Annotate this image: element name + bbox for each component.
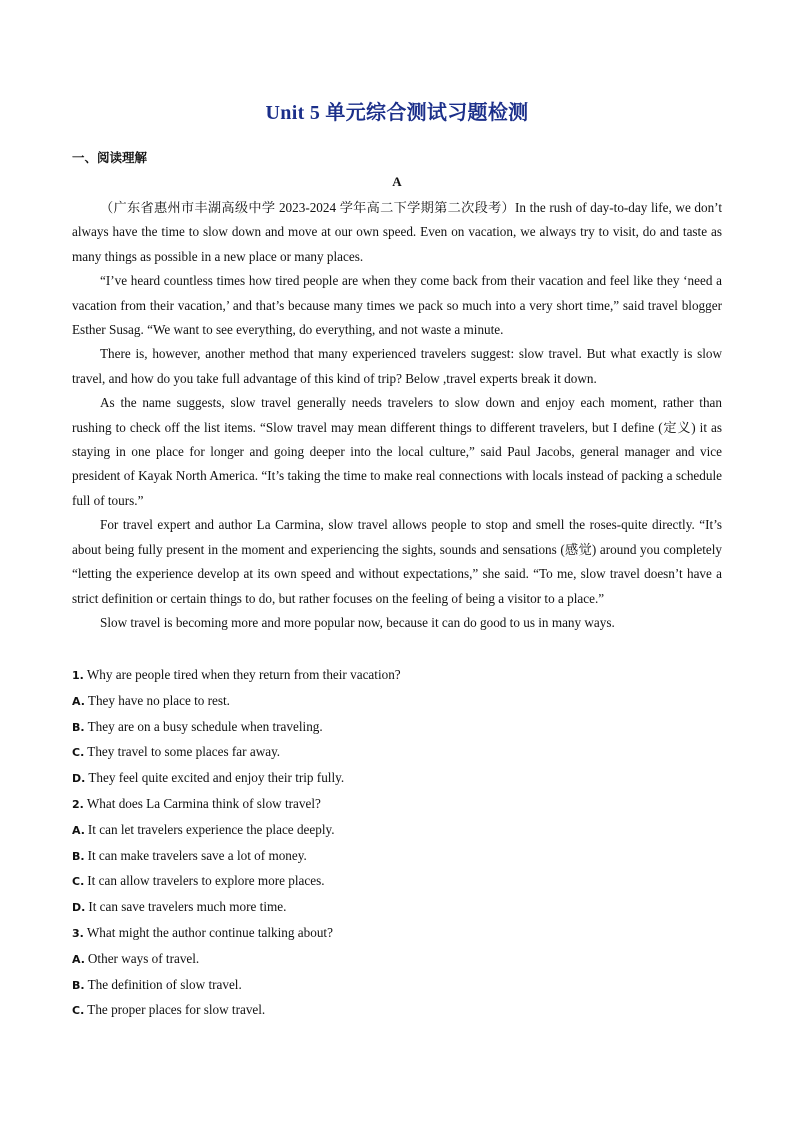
paragraph: There is, however, another method that many experienced travelers suggest: slow travel. But what exactly is slow travel, and how do you take full advantage of this kind of trip? Below ,travel experts break it down.	[72, 346, 722, 386]
option-text: It can make travelers save a lot of money.	[87, 847, 307, 863]
question-text: What does La Carmina think of slow travel?	[86, 795, 321, 811]
page-title: Unit 5 单元综合测试习题检测	[265, 102, 529, 124]
option-text: They feel quite excited and enjoy their trip fully.	[88, 770, 345, 786]
question-number: 2.	[72, 797, 84, 811]
option-letter: C.	[72, 1004, 85, 1018]
option-letter: D.	[72, 772, 86, 786]
paragraph: “I’ve heard countless times how tired people are when they come back from their vacation and feel like they ‘need a vacation from their vacation,’ and that’s because many times we pack so much into a very short time,” said travel blogger Esther Susag. “We want to see everything, do everything, and not waste a minute.	[72, 273, 722, 338]
question-stem	[72, 920, 722, 946]
option-text: They have no place to rest.	[87, 692, 230, 708]
answer-option	[72, 972, 722, 998]
option-text: The proper places for slow travel.	[87, 1002, 266, 1018]
question-number: 1.	[72, 669, 84, 682]
option-letter: A.	[72, 694, 85, 708]
option-text: It can let travelers experience the place deeply.	[87, 821, 335, 837]
option-letter: B.	[72, 849, 85, 863]
option-letter: B.	[72, 978, 85, 992]
answer-option	[72, 997, 722, 1023]
paragraph: （广东省惠州市丰湖高级中学 2023-2024 学年高二下学期第二次段考）In the rush of day-to-day life, we don’t always have the time to slow down and move at our own speed. Even on vacation, we always try to visit, do and taste as many things as possible in a new place or many places.	[72, 200, 722, 264]
question-text: Why are people tired when they return from their vacation?	[86, 667, 401, 682]
answer-option	[72, 765, 722, 791]
answer-option	[72, 868, 722, 894]
option-letter: A.	[72, 823, 85, 837]
option-letter: C.	[72, 875, 85, 889]
option-letter: A.	[72, 952, 85, 966]
answer-option	[72, 688, 722, 714]
question-stem	[72, 791, 722, 817]
paragraph: For travel expert and author La Carmina, slow travel allows people to stop and smell the roses-quite directly. “It’s about being fully present in the moment and experiencing the sights, sounds and sensations (感觉) around you completely “letting the experience develop at its own speed and without expectations,” she said. “To me, slow travel doesn’t have a strict definition or certain things to do, but rather focuses on the feeling of being a visitor to a place.”	[72, 517, 722, 606]
answer-option	[72, 739, 722, 765]
option-letter: D.	[72, 901, 86, 915]
question-number: 3.	[72, 926, 84, 940]
option-text: It can save travelers much more time.	[88, 899, 287, 915]
paragraph: As the name suggests, slow travel generally needs travelers to slow down and enjoy each moment, rather than rushing to check off the list items. “Slow travel may mean different things to different travelers, but I define (定义) it as staying in one place for longer and going deeper into the local culture,” said Paul Jacobs, general manager and vice president of Kayak North America. “It’s taking the time to make real connections with locals instead of packing a schedule full of tours.”	[72, 395, 722, 508]
answer-option	[72, 714, 722, 740]
option-text: They are on a busy schedule when traveling.	[87, 718, 323, 734]
option-text: The definition of slow travel.	[87, 976, 242, 992]
passage-label: A	[392, 174, 402, 189]
answer-option	[72, 894, 722, 920]
answer-option	[72, 817, 722, 843]
answer-option	[72, 946, 722, 972]
question-list	[72, 662, 722, 1023]
question-text: What might the author continue talking about?	[86, 924, 333, 940]
paragraph: Slow travel is becoming more and more popular now, because it can do good to us in many ways.	[100, 614, 615, 630]
reading-passage	[72, 196, 722, 635]
option-letter: C.	[72, 746, 85, 760]
option-letter: B.	[72, 720, 85, 734]
option-text: Other ways of travel.	[87, 950, 200, 966]
question-stem	[72, 662, 722, 688]
option-text: It can allow travelers to explore more places.	[87, 873, 325, 889]
section-heading: 一、阅读理解	[72, 150, 148, 165]
option-text: They travel to some places far away.	[87, 744, 281, 760]
answer-option	[72, 843, 722, 869]
